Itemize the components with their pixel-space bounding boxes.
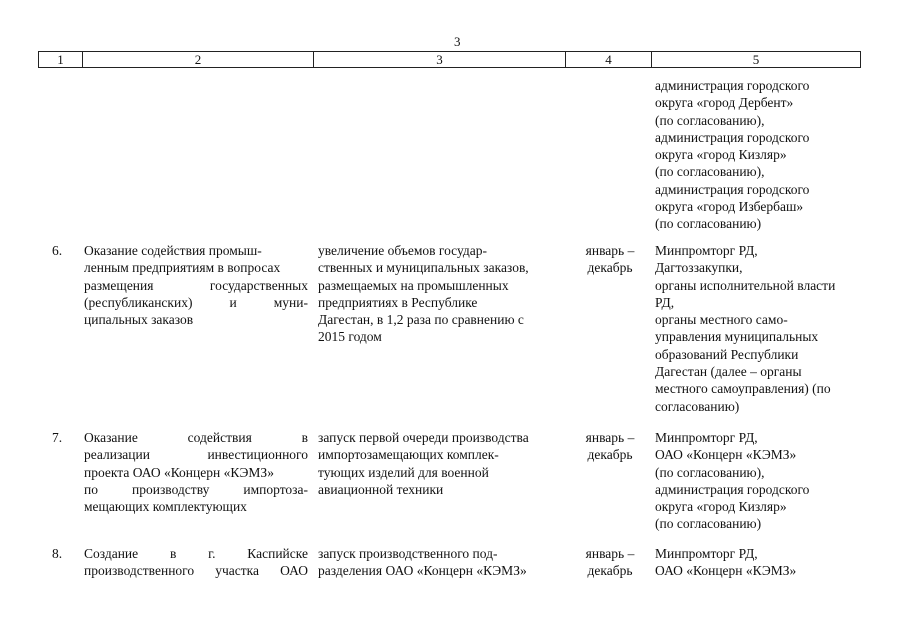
continuation-responsible: администрация городского округа «город Дербент» (по согласованию), администрация городского округа «город Кизляр» (по согласованию), администрация городского округа «город Избербаш» (по согласованию) [655, 78, 810, 232]
measure-line: мещающих комплектующих [84, 499, 247, 515]
measure-line: ципальных заказов [84, 312, 194, 328]
row-number: 7. [52, 430, 63, 445]
header-col-2: 2 [194, 52, 202, 67]
measure-line: размещения государственных [84, 277, 308, 293]
period-cell: январь – декабрь [585, 546, 635, 579]
result-cell: увеличение объемов государ- ственных и муниципальных заказов, размещаемых на промышленных предприятиях в Республике Дагестан, в 1,2 раза по сравнению с 2015 годом [318, 243, 529, 345]
responsible-cell: Минпромторг РД, Дагтоззакупки, органы исполнительной власти РД, органы местного само- управления муниципальных образований Республики Дагестан (далее – органы местного самоуправления) (по согласованию) [655, 243, 836, 414]
responsible-cell: Минпромторг РД, ОАО «Концерн «КЭМЗ» [655, 546, 797, 579]
measure-line: Оказание содействия промыш- [84, 243, 262, 258]
measure-line: Оказание содействия в [84, 430, 308, 445]
row-number: 6. [52, 243, 63, 258]
row-number: 8. [52, 546, 63, 561]
header-col-3: 3 [436, 52, 443, 67]
header-col-5: 5 [752, 52, 760, 67]
measure-line: производственного участка ОАО [84, 563, 308, 579]
measure-cell [84, 545, 308, 580]
measure-line: по производству импортоза- [84, 481, 308, 497]
result-cell: запуск первой очереди производства импортозамещающих комплек- тующих изделий для военной авиационной техники [318, 430, 529, 497]
measure-line: проекта ОАО «Концерн «КЭМЗ» [84, 464, 274, 480]
header-col-4: 4 [605, 52, 612, 67]
header-col-1: 1 [57, 52, 64, 67]
page-number: 3 [454, 34, 461, 49]
measure-cell [84, 242, 308, 328]
responsible-cell: Минпромторг РД, ОАО «Концерн «КЭМЗ» (по согласованию), администрация городского округа «город Кизляр» (по согласованию) [655, 430, 810, 532]
result-cell: запуск производственного под- разделения ОАО «Концерн «КЭМЗ» [318, 546, 527, 579]
period-cell: январь – декабрь [585, 243, 635, 276]
period-cell: январь – декабрь [585, 430, 635, 463]
measure-line: Создание в г. Каспийске [84, 546, 308, 561]
measure-line: (республиканских) и муни- [84, 294, 308, 310]
measure-line: ленным предприятиям в вопросах [84, 260, 281, 276]
table-header [38, 51, 861, 68]
measure-cell [84, 429, 308, 515]
measure-line: реализации инвестиционного [84, 447, 308, 463]
